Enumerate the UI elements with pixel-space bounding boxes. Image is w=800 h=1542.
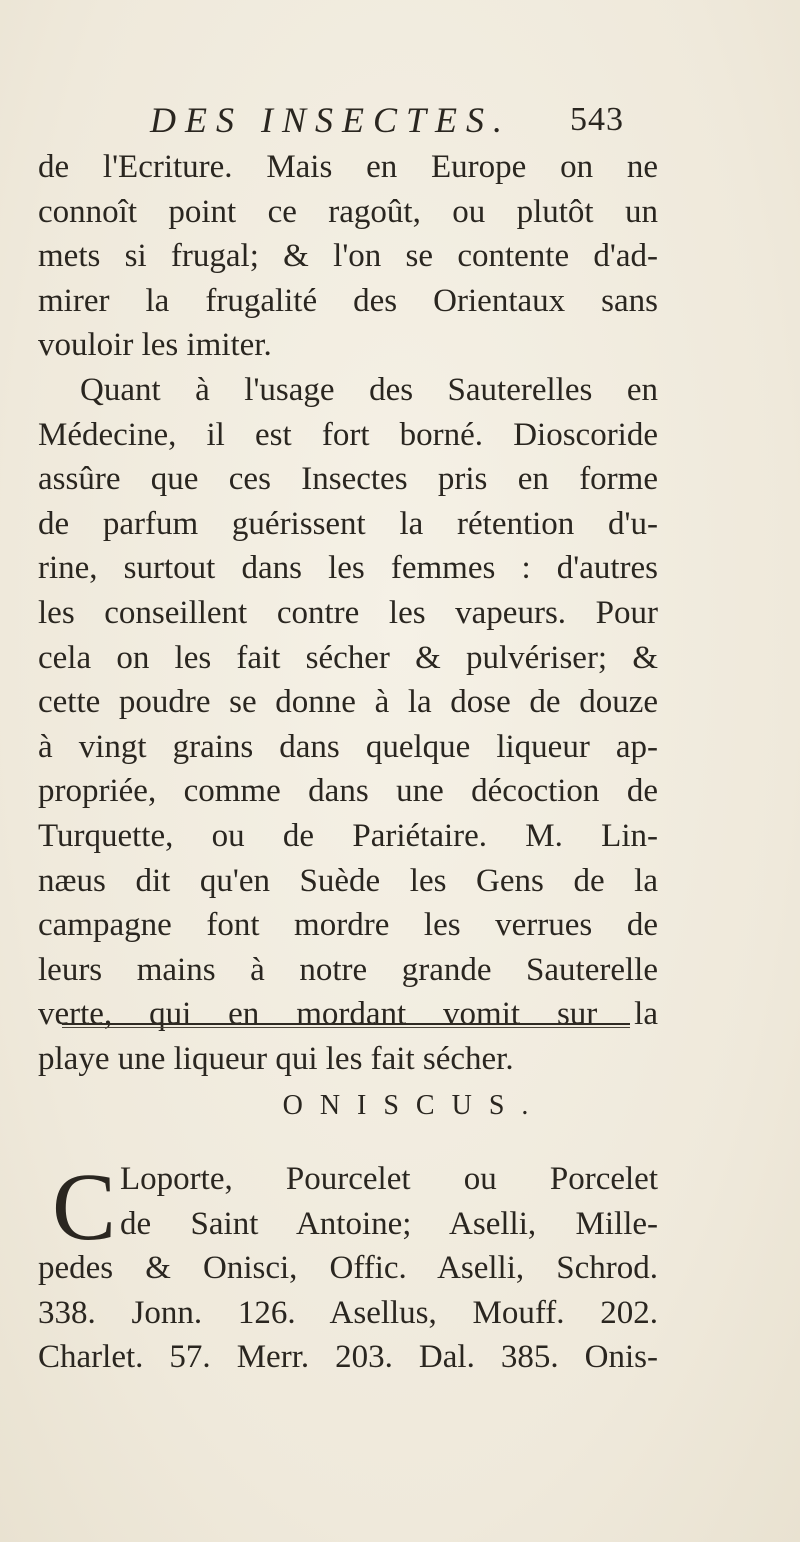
text-line: cette poudre se donne à la dose de douze [38, 684, 658, 721]
text-line: rine, surtout dans les femmes : d'autres [38, 550, 658, 587]
text-line: de l'Ecriture. Mais en Europe on ne [38, 149, 658, 185]
text-line: 338. Jonn. 126. Asellus, Mouff. 202. [38, 1294, 658, 1331]
section-title: ONISCUS. [282, 1090, 546, 1121]
text-line: connoît point ce ragoût, ou plutôt un [38, 193, 658, 230]
text-line: Charlet. 57. Merr. 203. Dal. 385. Onis- [38, 1339, 658, 1376]
text-line [38, 1202, 658, 1247]
page-header [0, 98, 800, 142]
page-number: 543 [570, 101, 624, 138]
text-line: Médecine, il est fort borné. Dioscoride [38, 416, 658, 453]
text-line: propriée, comme dans une décoction de [38, 773, 658, 810]
text-line: Quant à l'usage des Sauterelles en [80, 371, 658, 408]
text-line: assûre que ces Insectes pris en forme [38, 461, 658, 498]
running-head: DES INSECTES. [150, 100, 512, 140]
section-divider [62, 1023, 630, 1025]
text-line: les conseillent contre les vapeurs. Pour [38, 594, 658, 631]
text-line: næus dit qu'en Suède les Gens de la [38, 862, 658, 899]
text-line: de parfum guérissent la rétention d'u- [38, 505, 658, 542]
text-line [38, 1157, 658, 1202]
text-line-content: Loporte, Pourcelet ou Porcelet [120, 1161, 658, 1197]
text-line: campagne font mordre les verrues de [38, 907, 658, 944]
text-line: leurs mains à notre grande Sauterelle [38, 951, 658, 988]
drop-cap: C [52, 1153, 117, 1260]
text-line: Turquette, ou de Pariétaire. M. Lin- [38, 817, 658, 854]
text-line: cela on les fait sécher & pulvériser; & [38, 639, 658, 676]
text-line: playe une liqueur qui les fait sécher. [38, 1040, 514, 1077]
text-line: verte, qui en mordant vomit sur la [38, 996, 658, 1033]
section-body [38, 1153, 658, 1380]
text-line: vouloir les imiter. [38, 327, 272, 364]
text-line-content: de Saint Antoine; Aselli, Mille- [120, 1205, 658, 1242]
text-line: à vingt grains dans quelque liqueur ap- [38, 728, 658, 765]
text-line: mets si frugal; & l'on se contente d'ad- [38, 238, 658, 275]
text-line: pedes & Onisci, Offic. Aselli, Schrod. [38, 1250, 658, 1287]
body-text [38, 145, 658, 1081]
text-line: mirer la frugalité des Orientaux sans [38, 282, 658, 319]
